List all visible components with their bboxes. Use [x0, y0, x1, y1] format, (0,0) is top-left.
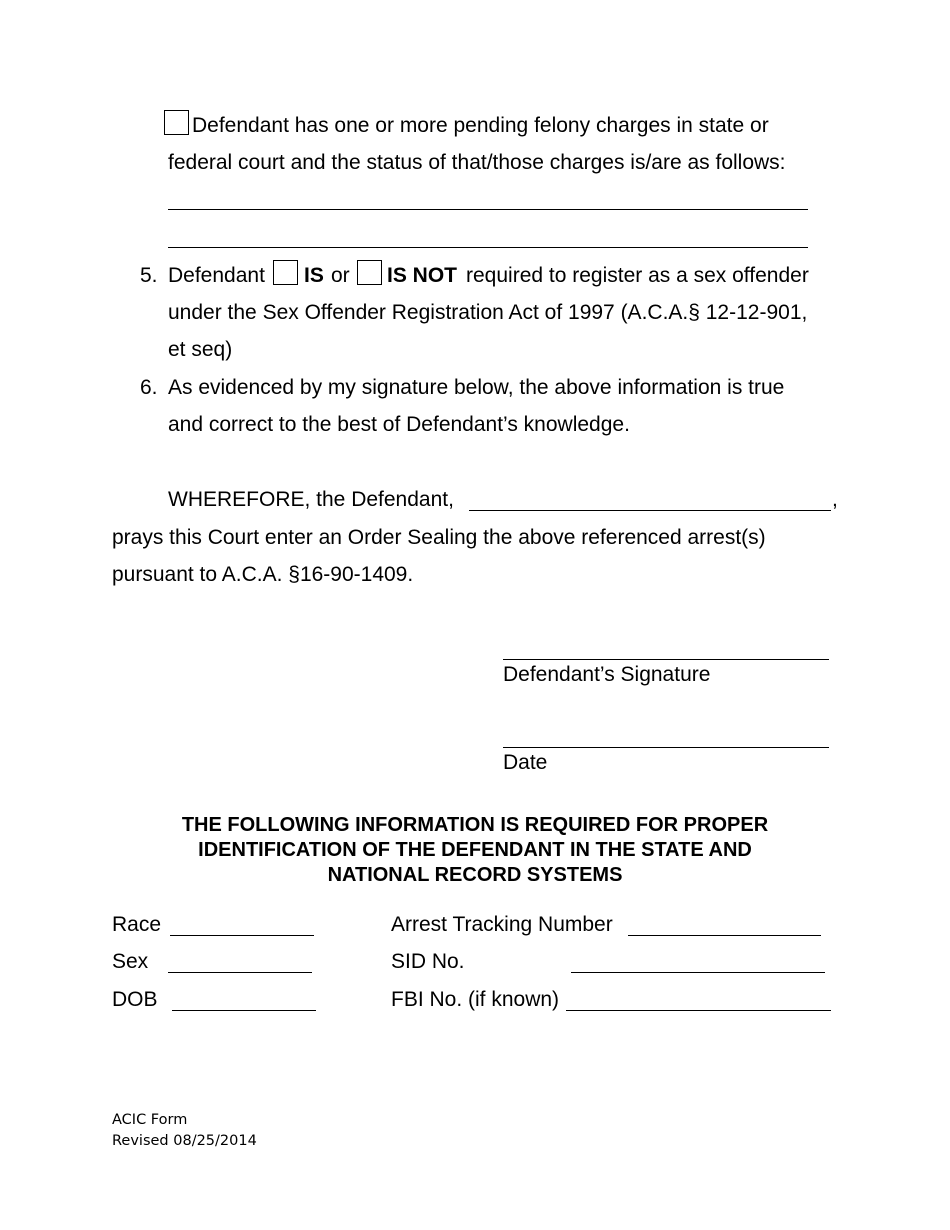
date-label: Date [503, 751, 548, 774]
is-required-checkbox[interactable] [273, 260, 298, 285]
or-label: or [331, 264, 350, 287]
heading-line-2: IDENTIFICATION OF THE DEFENDANT IN THE STATE AND [198, 839, 752, 861]
pending-charges-checkbox[interactable] [164, 110, 189, 135]
fbi-field[interactable] [566, 1010, 831, 1011]
wherefore-comma: , [832, 488, 838, 511]
dob-field[interactable] [172, 1010, 316, 1011]
pending-charges-text-line2: federal court and the status of that/those charges is/are as follows: [168, 151, 786, 174]
sex-label: Sex [112, 950, 149, 973]
item-5-line3: et seq) [168, 338, 233, 361]
charges-status-line-1[interactable] [168, 209, 808, 210]
item-5-defendant: Defendant [168, 264, 265, 287]
charges-status-line-2[interactable] [168, 247, 808, 248]
footer-revised: Revised 08/25/2014 [112, 1133, 257, 1149]
footer-form-name: ACIC Form [112, 1112, 188, 1128]
atn-label: Arrest Tracking Number [391, 913, 613, 936]
wherefore-line3: pursuant to A.C.A. §16-90-1409. [112, 563, 414, 586]
sex-field[interactable] [168, 972, 312, 973]
defendant-name-line[interactable] [469, 510, 831, 511]
is-not-required-checkbox[interactable] [357, 260, 382, 285]
item-5-line2: under the Sex Offender Registration Act of 1997 (A.C.A.§ 12-12-901, [168, 301, 808, 324]
wherefore-line2: prays this Court enter an Order Sealing the above referenced arrest(s) [112, 526, 766, 549]
signature-label: Defendant’s Signature [503, 663, 711, 686]
wherefore-start: WHEREFORE, the Defendant, [168, 488, 454, 511]
fbi-label: FBI No. (if known) [391, 988, 560, 1011]
identification-heading [100, 813, 850, 888]
race-label: Race [112, 913, 162, 936]
item-5-rest-line1: required to register as a sex offender [466, 264, 809, 287]
item-6-number: 6. [140, 376, 158, 399]
signature-line[interactable] [503, 659, 829, 660]
race-field[interactable] [170, 935, 314, 936]
sid-field[interactable] [571, 972, 825, 973]
item-6-line1: As evidenced by my signature below, the above information is true [168, 376, 785, 399]
heading-line-1: THE FOLLOWING INFORMATION IS REQUIRED FOR PROPER [181, 814, 769, 836]
is-label: IS [304, 264, 324, 287]
atn-field[interactable] [628, 935, 821, 936]
item-5-number: 5. [140, 264, 158, 287]
is-not-label: IS NOT [387, 264, 458, 287]
heading-line-3: NATIONAL RECORD SYSTEMS [327, 864, 623, 886]
dob-label: DOB [112, 988, 158, 1011]
date-line[interactable] [503, 747, 829, 748]
sid-label: SID No. [391, 950, 465, 973]
pending-charges-text-line1: Defendant has one or more pending felony charges in state or [192, 114, 769, 137]
item-6-line2: and correct to the best of Defendant’s knowledge. [168, 413, 630, 436]
